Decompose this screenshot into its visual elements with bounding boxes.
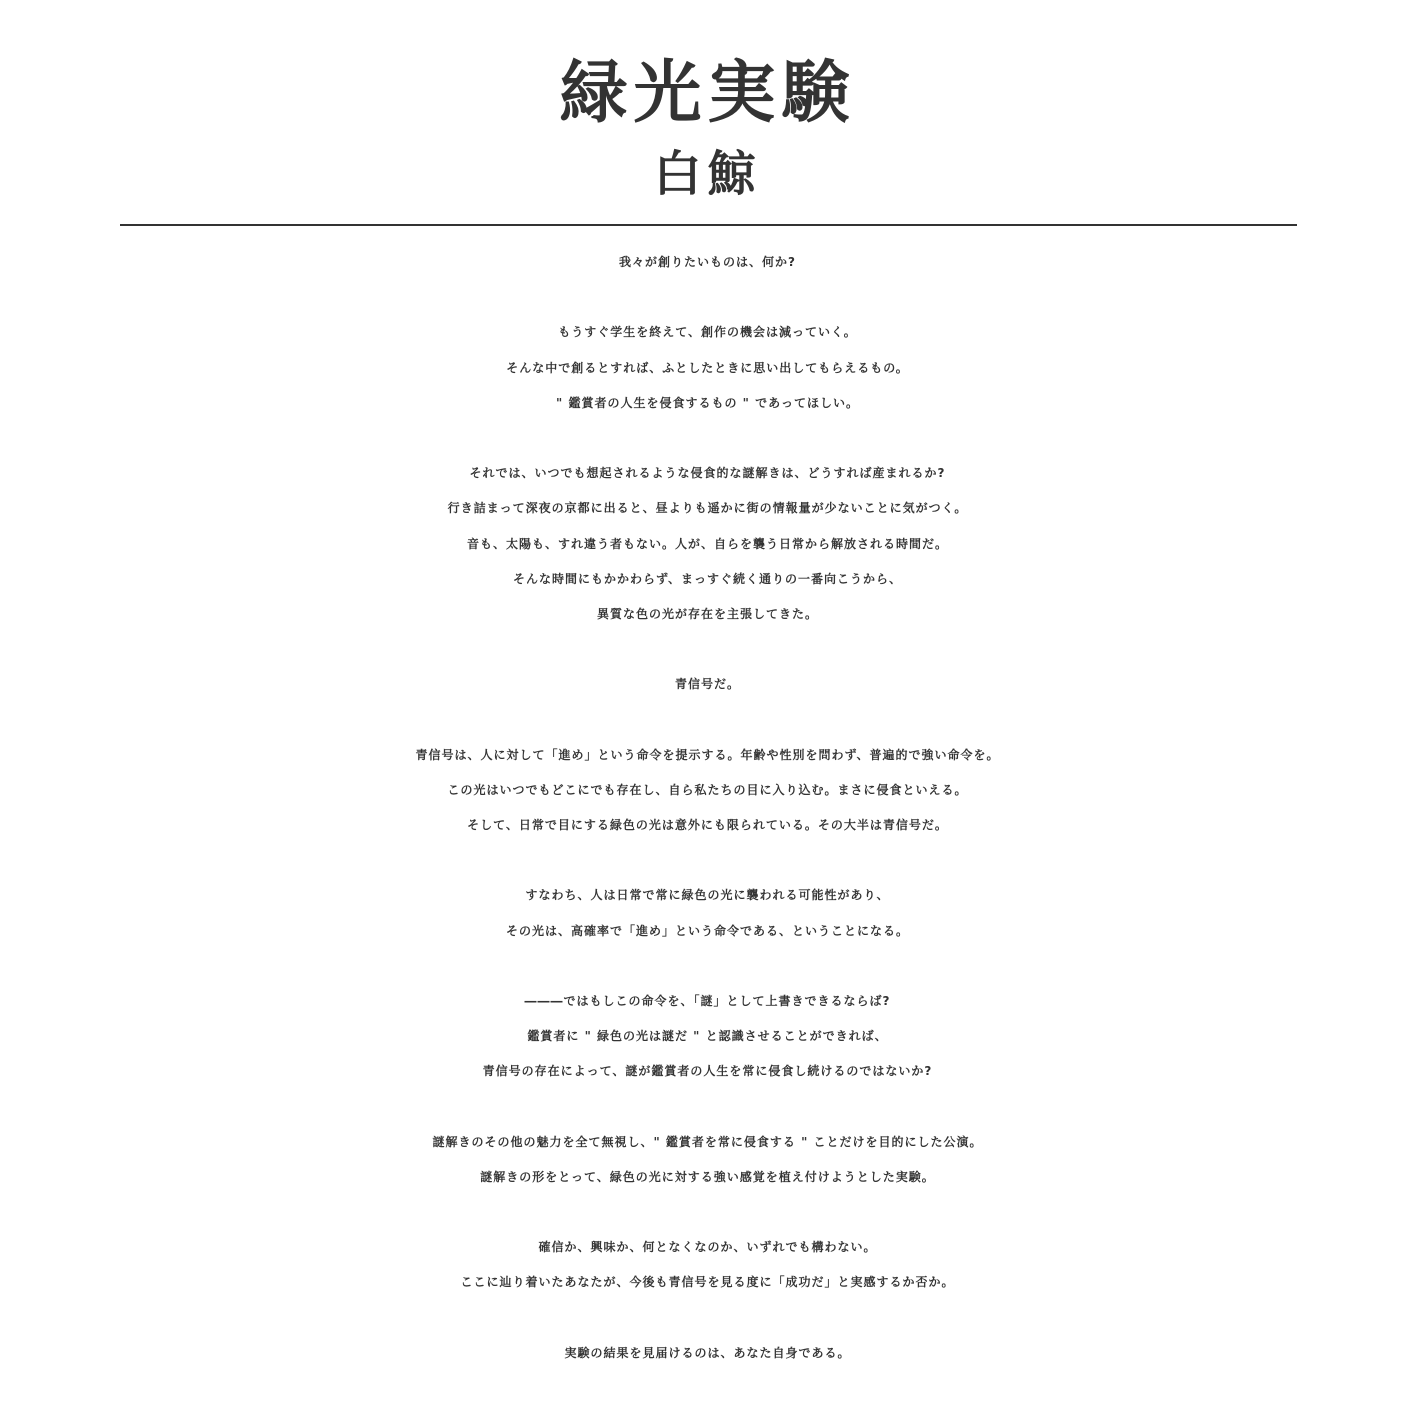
blank-line (0, 632, 1415, 667)
text-line: 青信号の存在によって、謎が鑑賞者の人生を常に侵食し続けるのではないか? (482, 1064, 933, 1079)
text-line: 我々が創りたいものは、何か? (619, 255, 796, 269)
text-line: ここに辿り着いたあなたが、今後も青信号を見る度に「成功だ」と実感するか否か。 (460, 1275, 955, 1290)
text-line: 謎解きの形をとって、緑色の光に対する強い感覚を植え付けようとした実験。 (480, 1169, 935, 1184)
body-text (0, 245, 1415, 1371)
document-author: 白鯨 (653, 146, 762, 202)
text-line: 確信か、興味か、何となくなのか、いずれでも構わない。 (538, 1240, 877, 1255)
text-line: 鑑賞者に " 緑色の光は謎だ " と認識させることができれば、 (527, 1029, 888, 1044)
document-title: 緑光実験 (559, 54, 856, 133)
blank-line (0, 702, 1415, 737)
text-line: もうすぐ学生を終えて、創作の機会は減っていく。 (558, 325, 857, 340)
blank-line (0, 1195, 1415, 1230)
text-line: そして、日常で目にする緑色の光は意外にも限られている。その大半は青信号だ。 (467, 818, 948, 832)
text-line: この光はいつでもどこにでも存在し、自ら私たちの目に入り込む。まさに侵食といえる。 (447, 782, 968, 797)
text-line: その光は、高確率で「進め」という命令である、ということになる。 (505, 923, 909, 938)
text-line: 青信号は、人に対して「進め」という命令を提示する。年齢や性別を問わず、普遍的で強い命令を。 (415, 747, 1000, 762)
text-line: 音も、太陽も、すれ違う者もない。人が、自らを襲う日常から解放される時間だ。 (466, 536, 948, 551)
title-divider (120, 224, 1297, 226)
blank-line (0, 949, 1415, 984)
text-line: それでは、いつでも想起されるような侵食的な謎解きは、どうすれば産まれるか? (469, 466, 946, 481)
text-line: そんな時間にもかかわらず、まっすぐ続く通りの一番向こうから、 (512, 571, 903, 586)
text-line: そんな中で創るとすれば、ふとしたときに思い出してもらえるもの。 (506, 360, 909, 375)
text-line: すなわち、人は日常で常に緑色の光に襲われる可能性があり、 (525, 888, 890, 903)
blank-line (0, 421, 1415, 456)
text-line: 行き詰まって深夜の京都に出ると、昼よりも遥かに街の情報量が少ないことに気がつく。 (447, 501, 968, 516)
text-line: 実験の結果を見届けるのは、あなた自身である。 (564, 1345, 851, 1360)
text-line: 謎解きのその他の魅力を全て無視し、" 鑑賞者を常に侵食する " ことだけを目的にした公演。 (432, 1134, 983, 1149)
blank-line (0, 1090, 1415, 1125)
text-line: 異質な色の光が存在を主張してきた。 (596, 606, 818, 621)
text-line: ―――ではもしこの命令を、「謎」として上書きできるならば? (524, 993, 891, 1008)
text-line: " 鑑賞者の人生を侵食するもの " であってほしい。 (556, 395, 859, 410)
blank-line (0, 280, 1415, 315)
blank-line (0, 843, 1415, 878)
text-line: 青信号だ。 (674, 677, 740, 692)
blank-line (0, 1301, 1415, 1336)
